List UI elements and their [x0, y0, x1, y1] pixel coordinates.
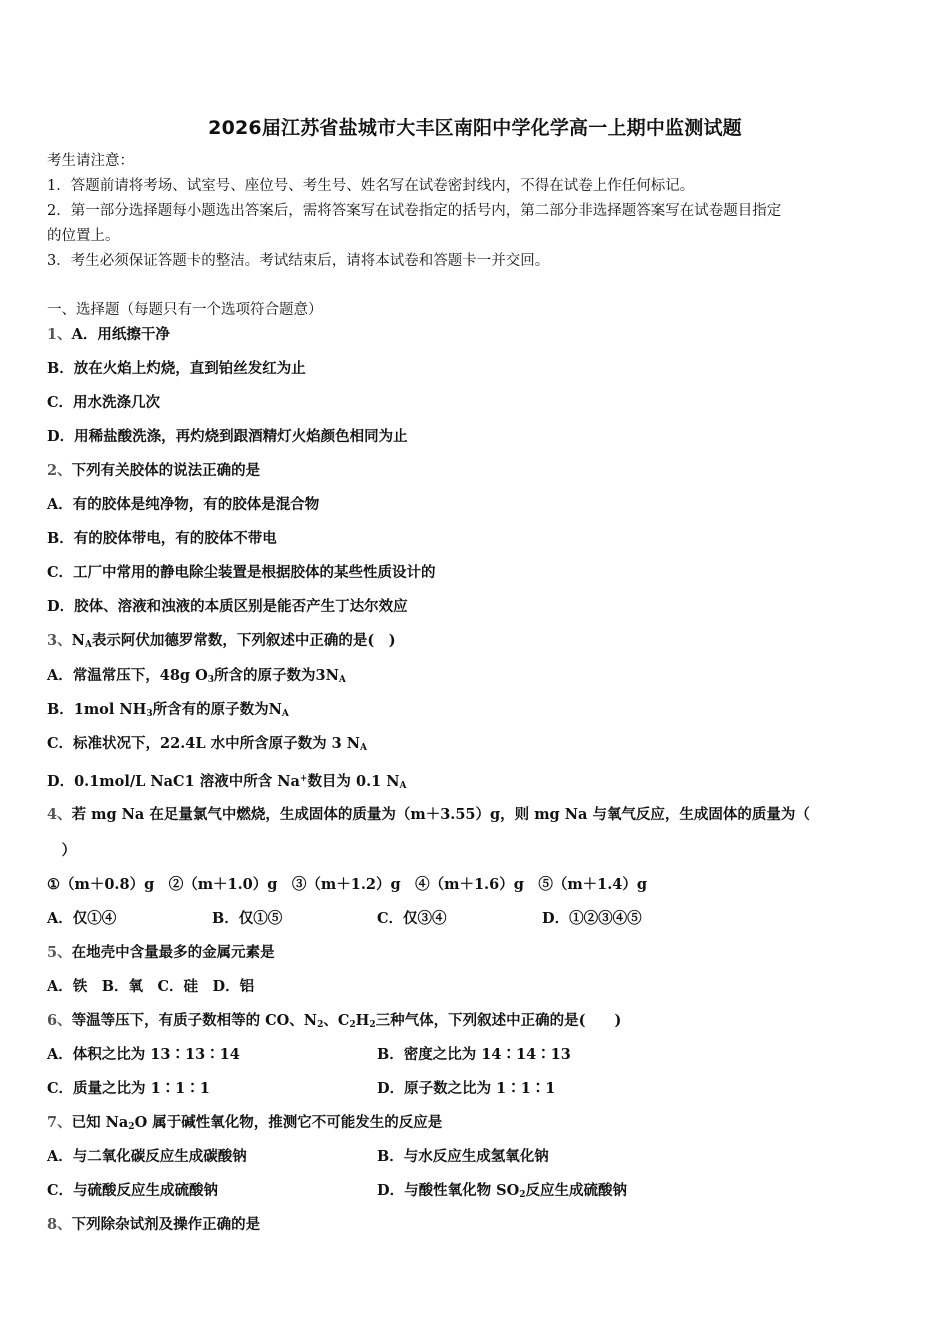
subscript: 3 [146, 709, 153, 719]
page-title: 2026届江苏省盐城市大丰区南阳中学化学高一上期中监测试题 [208, 117, 742, 139]
stem-text: 表示阿伏加德罗常数，下列叙述中正确的是( ) [91, 632, 396, 649]
stem-text: 等温等压下，有质子数相等的 CO、N [71, 1012, 318, 1029]
question-3-stem [47, 631, 396, 655]
subscript: A [338, 675, 346, 685]
notice-heading: 考生请注意： [47, 153, 134, 169]
option-text: D．与酸性氧化物 SO [377, 1182, 520, 1199]
question-number: 4、 [47, 806, 72, 823]
option-text: B．1mol NH [47, 701, 147, 718]
question-number: 1、 [47, 326, 72, 343]
stem-text: H [355, 1012, 370, 1029]
question-7-option-b: B．与水反应生成氢氧化钠 [377, 1148, 549, 1165]
subscript: 2 [128, 1122, 135, 1132]
question-4-option-c: C．仅③④ [377, 910, 447, 927]
subscript: 2 [519, 1190, 526, 1200]
stem-text: N [71, 632, 85, 649]
question-2-option-a: A．有的胶体是纯净物，有的胶体是混合物 [47, 496, 320, 513]
question-6-stem [47, 1011, 621, 1035]
question-6-option-a: A．体积之比为 13∶13∶14 [47, 1046, 240, 1063]
question-number: 5、 [47, 944, 72, 961]
notice-item-2b: 的位置上。 [47, 228, 120, 244]
question-3-option-b [47, 700, 289, 724]
question-2-option-b: B．有的胶体带电，有的胶体不带电 [47, 530, 277, 547]
superscript: + [299, 774, 308, 784]
question-3-option-d [47, 769, 407, 796]
notice-item-1: 1．答题前请将考场、试室号、座位号、考生号、姓名写在试卷密封线内，不得在试卷上作任何标记。 [47, 178, 695, 194]
option-text: A．常温常压下，48g O [47, 667, 208, 684]
subscript: 2 [349, 1020, 356, 1030]
notice-item-2a: 2．第一部分选择题每小题选出答案后，需将答案写在试卷指定的括号内，第二部分非选择题答案写在试卷题目指定 [47, 203, 782, 219]
question-7-stem [47, 1113, 442, 1137]
question-7-option-d [377, 1181, 627, 1205]
question-8-stem [47, 1215, 260, 1235]
question-6-option-c: C．质量之比为 1∶1∶1 [47, 1080, 210, 1097]
stem-text: 在地壳中含量最多的金属元素是 [71, 944, 275, 961]
question-2-option-c: C．工厂中常用的静电除尘装置是根据胶体的某些性质设计的 [47, 564, 436, 581]
question-6-option-d: D．原子数之比为 1∶1∶1 [377, 1080, 556, 1097]
option-text: 反应生成硫酸钠 [525, 1182, 627, 1199]
question-3-option-a [47, 666, 346, 690]
question-1-option-b: B．放在火焰上灼烧，直到铂丝发红为止 [47, 360, 306, 377]
question-4-stem [47, 805, 810, 825]
stem-text: 下列除杂试剂及操作正确的是 [71, 1216, 261, 1233]
stem-text: 三种气体，下列叙述中正确的是( ) [375, 1012, 622, 1029]
stem-text: 下列有关胶体的说法正确的是 [71, 462, 261, 479]
question-2-stem [47, 461, 260, 481]
question-number: 8、 [47, 1216, 72, 1233]
question-7-option-c: C．与硫酸反应生成硫酸钠 [47, 1182, 219, 1199]
stem-text: O 属于碱性氧化物，推测它不可能发生的反应是 [134, 1114, 443, 1131]
question-4-option-a: A．仅①④ [47, 910, 117, 927]
question-1-option-c: C．用水洗涤几次 [47, 394, 161, 411]
question-number: 3、 [47, 632, 72, 649]
question-7-option-a: A．与二氧化碳反应生成碳酸钠 [47, 1148, 247, 1165]
question-5-options: A．铁 B．氧 C．硅 D．铝 [47, 978, 255, 995]
question-2-option-d: D．胶体、溶液和浊液的本质区别是能否产生丁达尔效应 [47, 598, 408, 615]
question-1-option-d: D．用稀盐酸洗涤，再灼烧到跟酒精灯火焰颜色相同为止 [47, 428, 408, 445]
question-4-option-d: D．①②③④⑤ [542, 910, 642, 927]
stem-text: 已知 Na [71, 1114, 129, 1131]
option-text: 数目为 0.1 N [307, 773, 400, 790]
subscript: 3 [207, 675, 215, 685]
option-text: A．用纸擦干净 [71, 326, 170, 343]
subscript: 2 [317, 1020, 324, 1030]
subscript: A [84, 640, 92, 650]
section-heading: 一、选择题（每题只有一个选项符合题意） [47, 302, 323, 318]
question-4-choices: ①（m＋0.8）g ②（m＋1.0）g ③（m＋1.2）g ④（m＋1.6）g ⑤（m＋1.4）g [47, 876, 648, 893]
option-text: C．标准状况下，22.4L 水中所含原子数为 3 N [47, 735, 361, 752]
notice-item-3: 3．考生必须保证答题卡的整洁。考试结束后，请将本试卷和答题卡一并交回。 [47, 253, 550, 269]
question-number: 6、 [47, 1012, 72, 1029]
question-6-option-b: B．密度之比为 14∶14∶13 [377, 1046, 571, 1063]
question-3-option-c [47, 734, 367, 758]
question-number: 2、 [47, 462, 72, 479]
option-text: 所含有的原子数为N [152, 701, 282, 718]
subscript: 2 [369, 1020, 376, 1030]
question-number: 7、 [47, 1114, 72, 1131]
subscript: A [399, 781, 407, 791]
question-4-stem-cont: ） [47, 842, 76, 859]
question-5-stem [47, 943, 275, 963]
stem-text: 若 mg Na 在足量氯气中燃烧，生成固体的质量为（m＋3.55）g，则 mg Na 与氧气反应，生成固体的质量为（ [71, 806, 810, 823]
option-text: 所含的原子数为3N [214, 667, 339, 684]
question-4-option-b: B．仅①⑤ [212, 910, 283, 927]
option-text: D．0.1mol/L NaC1 溶液中所含 Na [47, 773, 300, 790]
subscript: A [281, 709, 289, 719]
question-1-option-a [47, 325, 170, 345]
subscript: A [360, 743, 368, 753]
stem-text: 、C [323, 1012, 350, 1029]
